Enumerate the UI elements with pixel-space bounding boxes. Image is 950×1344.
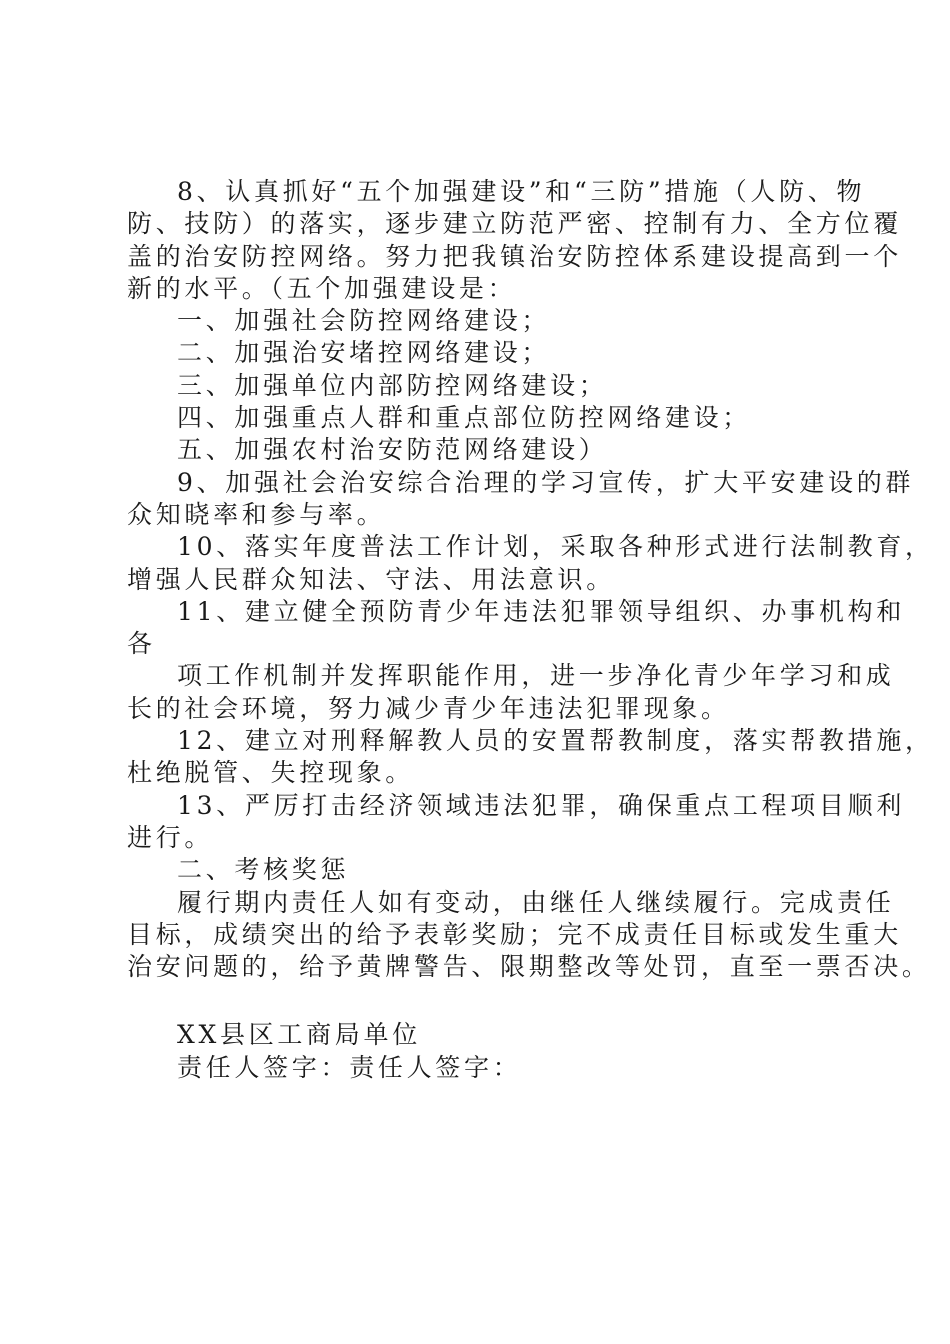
- item-11-line-4: 长的社会环境，努力减少青少年违法犯罪现象。: [127, 693, 730, 723]
- sub-item-3: 三、加强单位内部防控网络建设；: [177, 370, 608, 400]
- spacer: [127, 983, 847, 1019]
- unit-name: XX县区工商局单位: [177, 1020, 421, 1050]
- item-10-line-2: 增强人民群众知法、守法、用法意识。: [127, 564, 615, 594]
- sub-item-4: 四、加强重点人群和重点部位防控网络建设；: [177, 403, 752, 433]
- sub-item-1: 一、加强社会防控网络建设；: [177, 306, 551, 336]
- item-9-line-1: 9、加强社会治安综合治理的学习宣传，扩大平安建设的群: [177, 467, 915, 497]
- assessment-line-3: 治安问题的，给予黄牌警告、限期整改等处罚，直至一票否决。: [127, 952, 931, 982]
- item-13-line-2: 进行。: [127, 822, 214, 852]
- item-8-line-3: 盖的治安防控网络。努力把我镇治安防控体系建设提高到一个: [127, 241, 902, 271]
- item-13-line-1: 13、严厉打击经济领域违法犯罪，确保重点工程项目顺利: [177, 790, 906, 820]
- item-9-line-2: 众知晓率和参与率。: [127, 499, 386, 529]
- item-12-line-2: 杜绝脱管、失控现象。: [127, 758, 415, 788]
- item-8-line-2: 防、技防）的落实，逐步建立防范严密、控制有力、全方位覆: [127, 209, 902, 239]
- item-8-line-4: 新的水平。（五个加强建设是：: [127, 273, 517, 303]
- assessment-line-2: 目标，成绩突出的给予表彰奖励；完不成责任目标或发生重大: [127, 919, 902, 949]
- assessment-line-1: 履行期内责任人如有变动，由继任人继续履行。完成责任: [177, 887, 895, 917]
- item-8-line-1: 8、认真抓好“五个加强建设”和“三防”措施（人防、物: [177, 177, 866, 206]
- section-heading: 二、考核奖惩: [177, 855, 350, 885]
- document-body: [127, 176, 934, 1084]
- item-12-line-1: 12、建立对刑释解教人员的安置帮教制度，落实帮教措施，: [177, 726, 934, 756]
- sub-item-5: 五、加强农村治安防范网络建设）: [177, 435, 608, 465]
- item-11-line-3: 项工作机制并发挥职能作用，进一步净化青少年学习和成: [177, 661, 895, 691]
- item-11-line-1: 11、建立健全预防青少年违法犯罪领导组织、办事机构和: [177, 596, 906, 626]
- signature-line: 责任人签字：责任人签字：: [177, 1052, 522, 1082]
- item-11-line-2: 各: [127, 629, 156, 659]
- item-10-line-1: 10、落实年度普法工作计划，采取各种形式进行法制教育，: [177, 532, 934, 562]
- sub-item-2: 二、加强治安堵控网络建设；: [177, 338, 551, 368]
